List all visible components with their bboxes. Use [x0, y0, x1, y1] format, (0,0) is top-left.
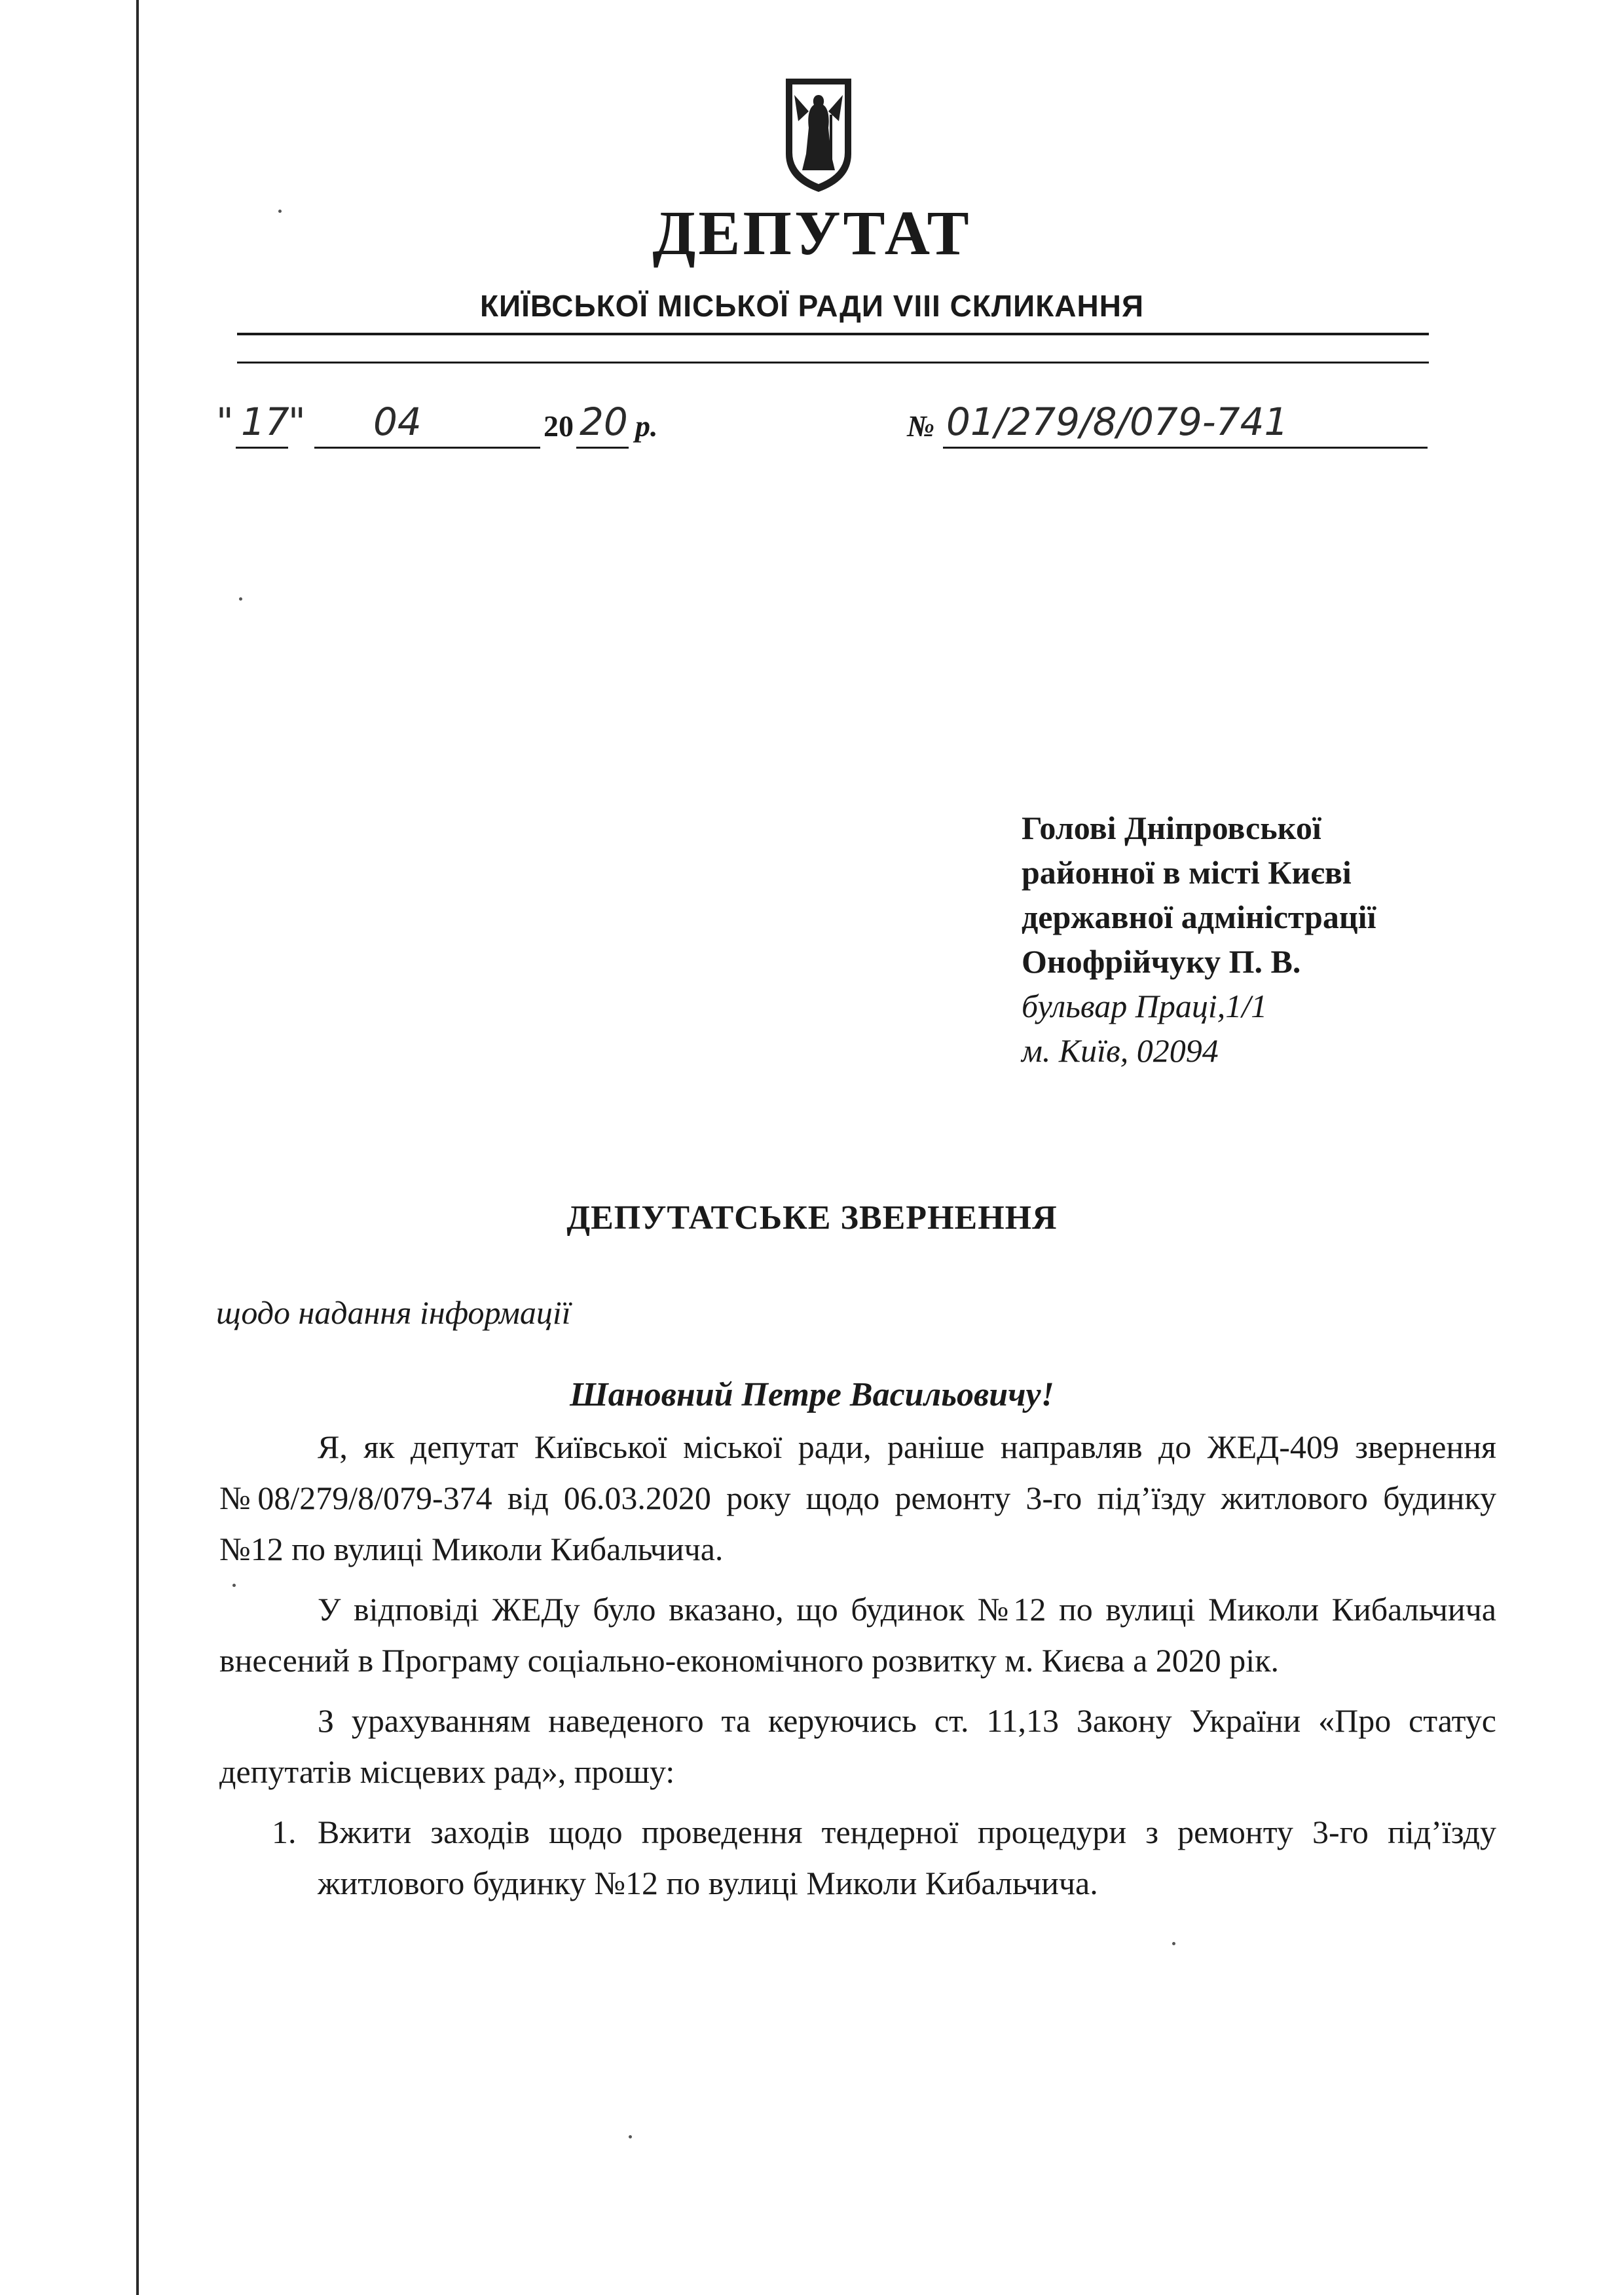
year-underline [576, 447, 629, 449]
document-title: ДЕПУТАТСЬКЕ ЗВЕРНЕННЯ [566, 1199, 1058, 1237]
month-underline [314, 447, 540, 449]
scan-edge [136, 0, 139, 2295]
number-label: № [907, 409, 935, 443]
deputy-title: ДЕПУТАТ [652, 198, 972, 268]
quote-open: " [216, 400, 234, 444]
date-line [216, 400, 674, 452]
request-text: Вжити заходів щодо проведення тендерної процедури з ремонту 3-го під’їзду житлового будинку №12 по вулиці Миколи Кибальчича. [318, 1814, 1496, 1901]
quote-close: " [288, 400, 306, 444]
year-mark: р. [635, 409, 658, 443]
addressee-name: Онофрійчуку П. В. [1022, 943, 1301, 980]
addressee-street: бульвар Праці,1/1 [1022, 988, 1268, 1024]
day-underline [236, 447, 288, 449]
addressee-line: районної в місті Києві [1022, 854, 1352, 891]
kyiv-coat-of-arms-icon [783, 75, 855, 193]
header-rule-top [237, 333, 1429, 335]
body-paragraph: З урахуванням наведеного та керуючись ст. 11,13 Закону України «Про статус депутатів місцевих рад», прошу: [219, 1702, 1496, 1790]
addressee-city: м. Київ, 02094 [1022, 1032, 1219, 1069]
date-month: 04 [373, 400, 422, 444]
outgoing-number: 01/279/8/079-741 [946, 400, 1289, 444]
year-suffix: 20 [580, 400, 628, 444]
document-body [219, 1421, 1496, 1909]
addressee-line: Голові Дніпровської [1022, 810, 1321, 846]
number-underline [943, 447, 1428, 449]
year-prefix: 20 [544, 409, 574, 443]
number-line [907, 400, 1431, 452]
salutation: Шановний Петре Васильовичу! [570, 1376, 1054, 1413]
request-list [219, 1806, 1496, 1909]
scan-speck [1172, 1942, 1175, 1945]
addressee-line: державної адміністрації [1022, 899, 1376, 935]
request-number: 1. [272, 1814, 297, 1850]
scan-speck [629, 2135, 632, 2138]
scan-speck [239, 597, 242, 601]
council-subtitle: КИЇВСЬКОЇ МІСЬКОЇ РАДИ VIII СКЛИКАННЯ [479, 289, 1145, 323]
request-item [219, 1806, 1496, 1909]
body-paragraph: Я, як депутат Київської міської ради, раніше направляв до ЖЕД-409 звернення №08/279/8/079-374 від 06.03.2020 року щодо ремонту 3-го під’їзду житлового будинку №12 по вулиці Миколи Кибальчича. [219, 1428, 1496, 1567]
document-subject: щодо надання інформації [216, 1294, 571, 1331]
header-rule-bottom [237, 362, 1429, 364]
date-day: 17 [241, 400, 289, 444]
addressee-block [1022, 806, 1376, 1073]
body-paragraph: У відповіді ЖЕДу було вказано, що будинок №12 по вулиці Миколи Кибальчича внесений в Програму соціально-економічного розвитку м. Києва а 2020 рік. [219, 1591, 1496, 1679]
